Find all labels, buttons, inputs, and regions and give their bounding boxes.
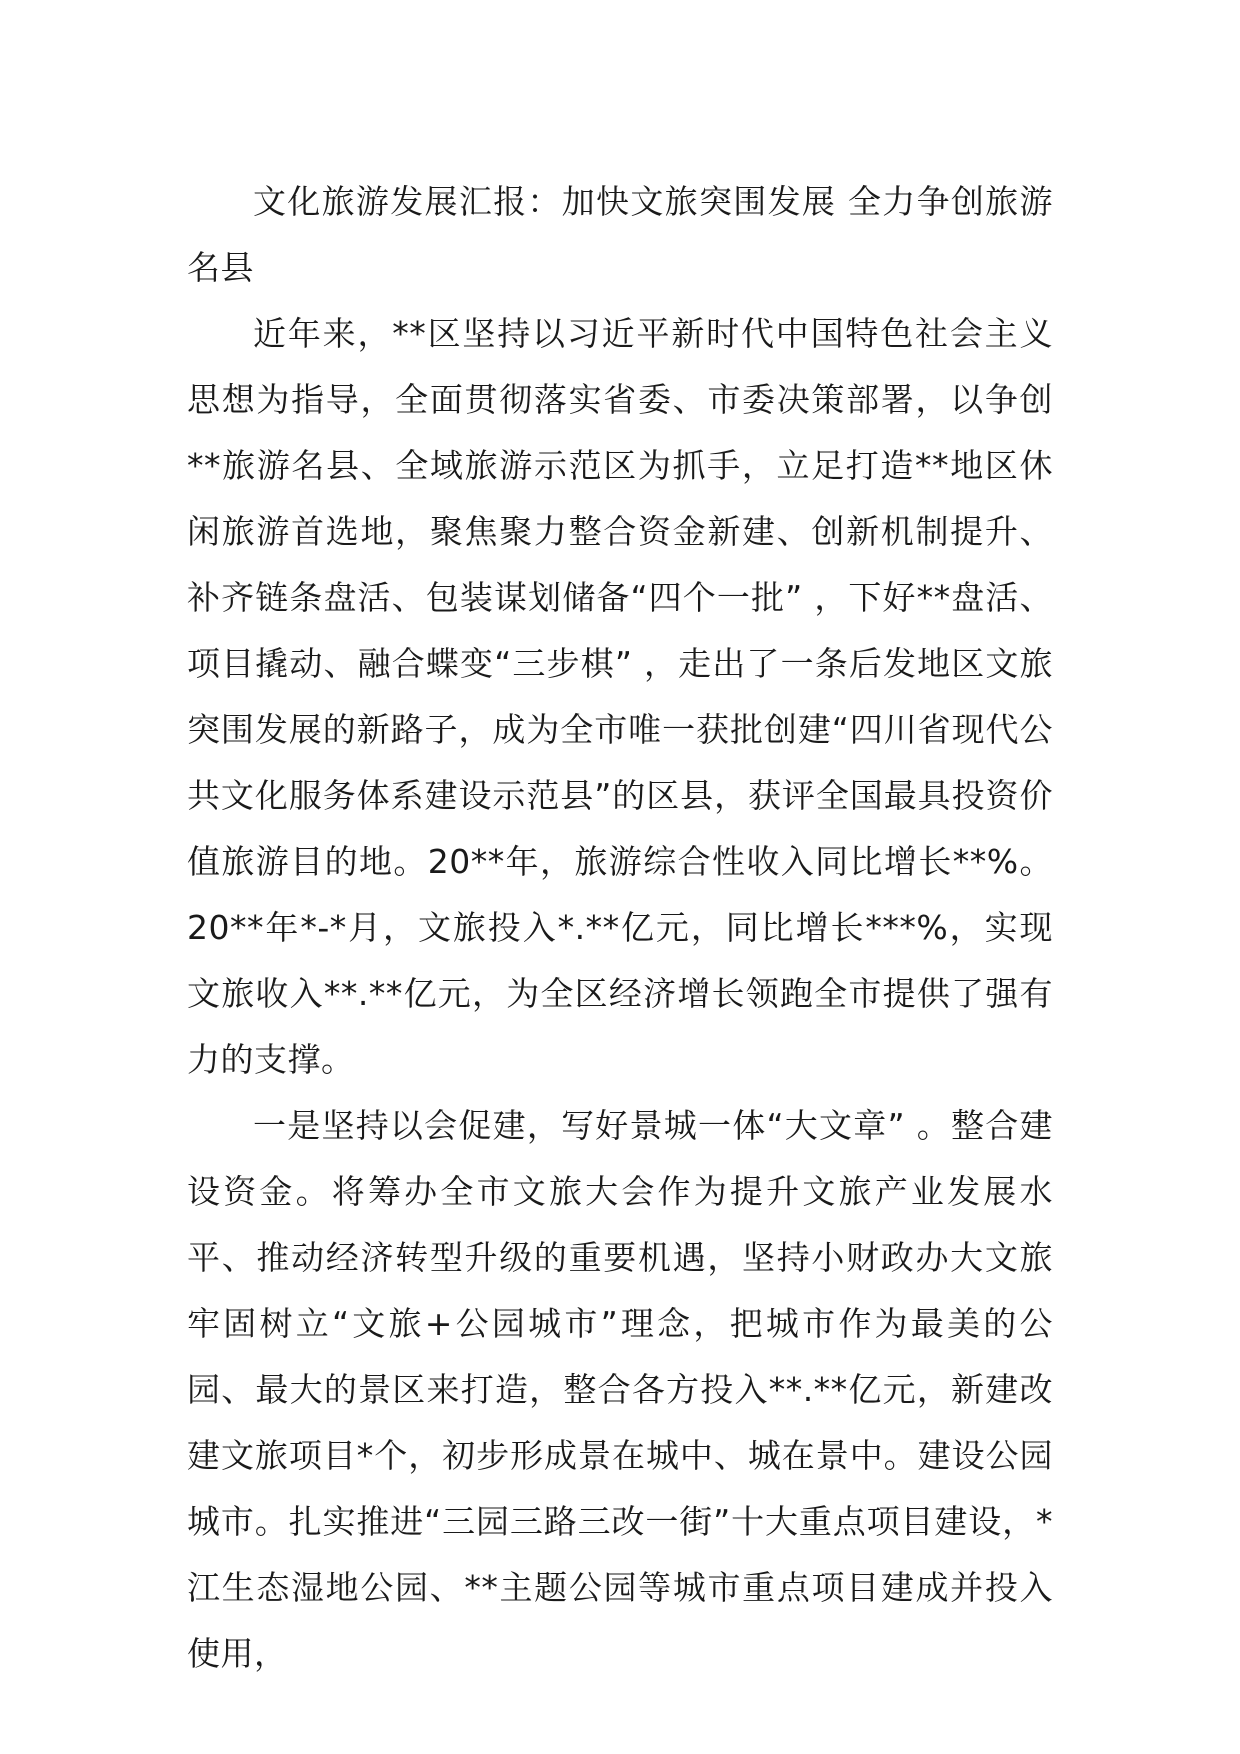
paragraph-intro: 近年来，**区坚持以习近平新时代中国特色社会主义思想为指导，全面贯彻落实省委、市委决策部署，以争创**旅游名县、全域旅游示范区为抓手，立足打造**地区休闲旅游首选地，聚焦聚力整合资金新建、创新机制提升、补齐链条盘活、包装谋划储备“四个一批” ，下好**盘活、项目撬动、融合蝶变“三步棋” ，走出了一条后发地区文旅突围发展的新路子，成为全市唯一获批创建“四川省现代公共文化服务体系建设示范县”的区县，获评全国最具投资价值旅游目的地。20**年，旅游综合性收入同比增长**%。20**年*-*月，文旅投入*.**亿元，同比增长***%，实现文旅收入**.**亿元，为全区经济增长领跑全市提供了强有力的支撑。 — [187, 314, 1053, 1079]
document-title: 文化旅游发展汇报：加快文旅突围发展 全力争创旅游名县 — [187, 182, 1053, 287]
paragraph-point-one: 一是坚持以会促建，写好景城一体“大文章” 。整合建设资金。将筹办全市文旅大会作为提升文旅产业发展水平、推动经济转型升级的重要机遇，坚持小财政办大文旅牢固树立“文旅+公园城市”理念，把城市作为最美的公园、最大的景区来打造，整合各方投入**.**亿元，新建改建文旅项目*个，初步形成景在城中、城在景中。建设公园城市。扎实推进“三园三路三改一街”十大重点项目建设，*江生态湿地公园、**主题公园等城市重点项目建成并投入使用， — [187, 1106, 1053, 1673]
document-body — [187, 169, 1053, 1687]
